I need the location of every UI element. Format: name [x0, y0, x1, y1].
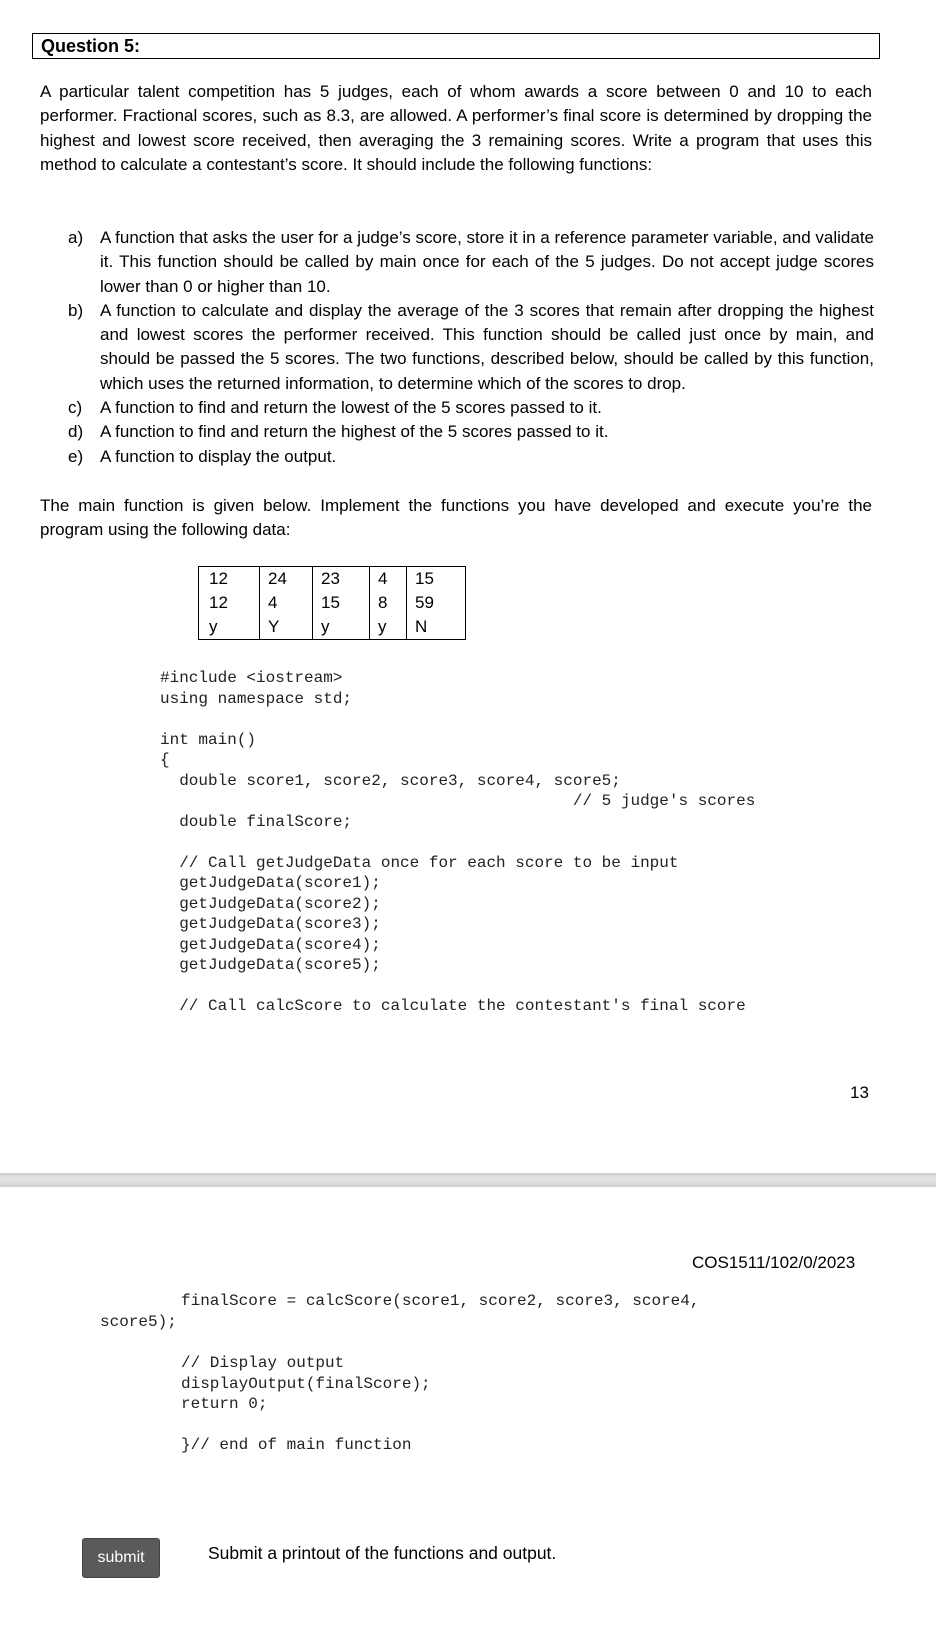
requirement-item: [68, 226, 874, 299]
requirement-item: [68, 420, 874, 444]
page-divider: [0, 1173, 936, 1187]
table-row: [199, 591, 466, 615]
table-row: [199, 567, 466, 592]
table-cell: y: [370, 615, 407, 640]
question-title: Question 5:: [32, 33, 880, 59]
requirement-text: A function to calculate and display the average of the 3 scores that remain after dropping the highest and lowest scores the performer received. This function should be called just once by main, and should be passed the 5 scores. The two functions, described below, should be called by this function, which uses the returned information, to determine which of the scores to drop.: [100, 300, 874, 393]
submit-instruction: Submit a printout of the functions and output.: [208, 1543, 557, 1563]
table-cell: 8: [370, 591, 407, 615]
function-requirements-list: [68, 226, 874, 469]
table-cell: Y: [260, 615, 313, 640]
requirement-marker: d): [68, 422, 84, 442]
requirement-marker: b): [68, 300, 84, 320]
requirement-marker: e): [68, 446, 84, 466]
table-cell: 23: [313, 567, 370, 592]
submit-button[interactable]: submit: [82, 1538, 160, 1578]
page-number: 13: [850, 1083, 869, 1102]
code-block-main-bottom: // Display output displayOutput(finalScore); return 0; }// end of main function: [181, 1354, 431, 1454]
table-row: [199, 615, 466, 640]
input-data-table: [198, 566, 466, 640]
table-cell: 4: [370, 567, 407, 592]
table-cell: y: [313, 615, 370, 640]
document-id: COS1511/102/0/2023: [692, 1253, 856, 1272]
table-cell: N: [407, 615, 466, 640]
requirement-text: A function to find and return the highest of the 5 scores passed to it.: [100, 422, 609, 442]
table-cell: y: [199, 615, 260, 640]
main-function-intro: The main function is given below. Implement the functions you have developed and execute you’re the program using the following data:: [40, 496, 872, 540]
code-block-main-top: #include <iostream> using namespace std; int main() { double score1, score2, score3, score4, score5; // 5 judge's scores double finalScore; // Call getJudgeData once for each score to be input getJudgeData(score1); getJudgeData(score2); getJudgeData(score3); getJudgeData(score4); getJudgeData(score5); // Call calcScore to calculate the contestant's final score: [160, 669, 756, 1015]
table-cell: 24: [260, 567, 313, 592]
requirement-text: A function to find and return the lowest of the 5 scores passed to it.: [100, 398, 602, 418]
code-line-final-score: finalScore = calcScore(score1, score2, score3, score4,: [181, 1292, 700, 1310]
requirement-text: A function that asks the user for a judge’s score, store it in a reference parameter variable, and validate it. This function should be called by main once for each of the 5 judges. Do not accept judge scores lower than 0 or higher than 10.: [100, 228, 874, 296]
table-cell: 15: [313, 591, 370, 615]
requirement-item: [68, 299, 874, 396]
table-cell: 12: [199, 591, 260, 615]
requirement-marker: c): [68, 398, 83, 418]
requirement-marker: a): [68, 228, 84, 247]
requirement-item: [68, 445, 874, 469]
code-line-final-score-cont: score5);: [100, 1313, 177, 1331]
table-cell: 59: [407, 591, 466, 615]
table-cell: 4: [260, 591, 313, 615]
table-cell: 12: [199, 567, 260, 592]
requirement-text: A function to display the output.: [100, 446, 337, 466]
requirement-item: [68, 396, 874, 420]
question-intro: A particular talent competition has 5 judges, each of whom awards a score between 0 and 10 to each performer. Fractional scores, such as 8.3, are allowed. A performer’s final score is determined by dropping the highest and lowest score received, then averaging the 3 remaining scores. Write a program that uses this method to calculate a contestant’s score. It should include the following functions:: [40, 82, 872, 174]
table-cell: 15: [407, 567, 466, 592]
